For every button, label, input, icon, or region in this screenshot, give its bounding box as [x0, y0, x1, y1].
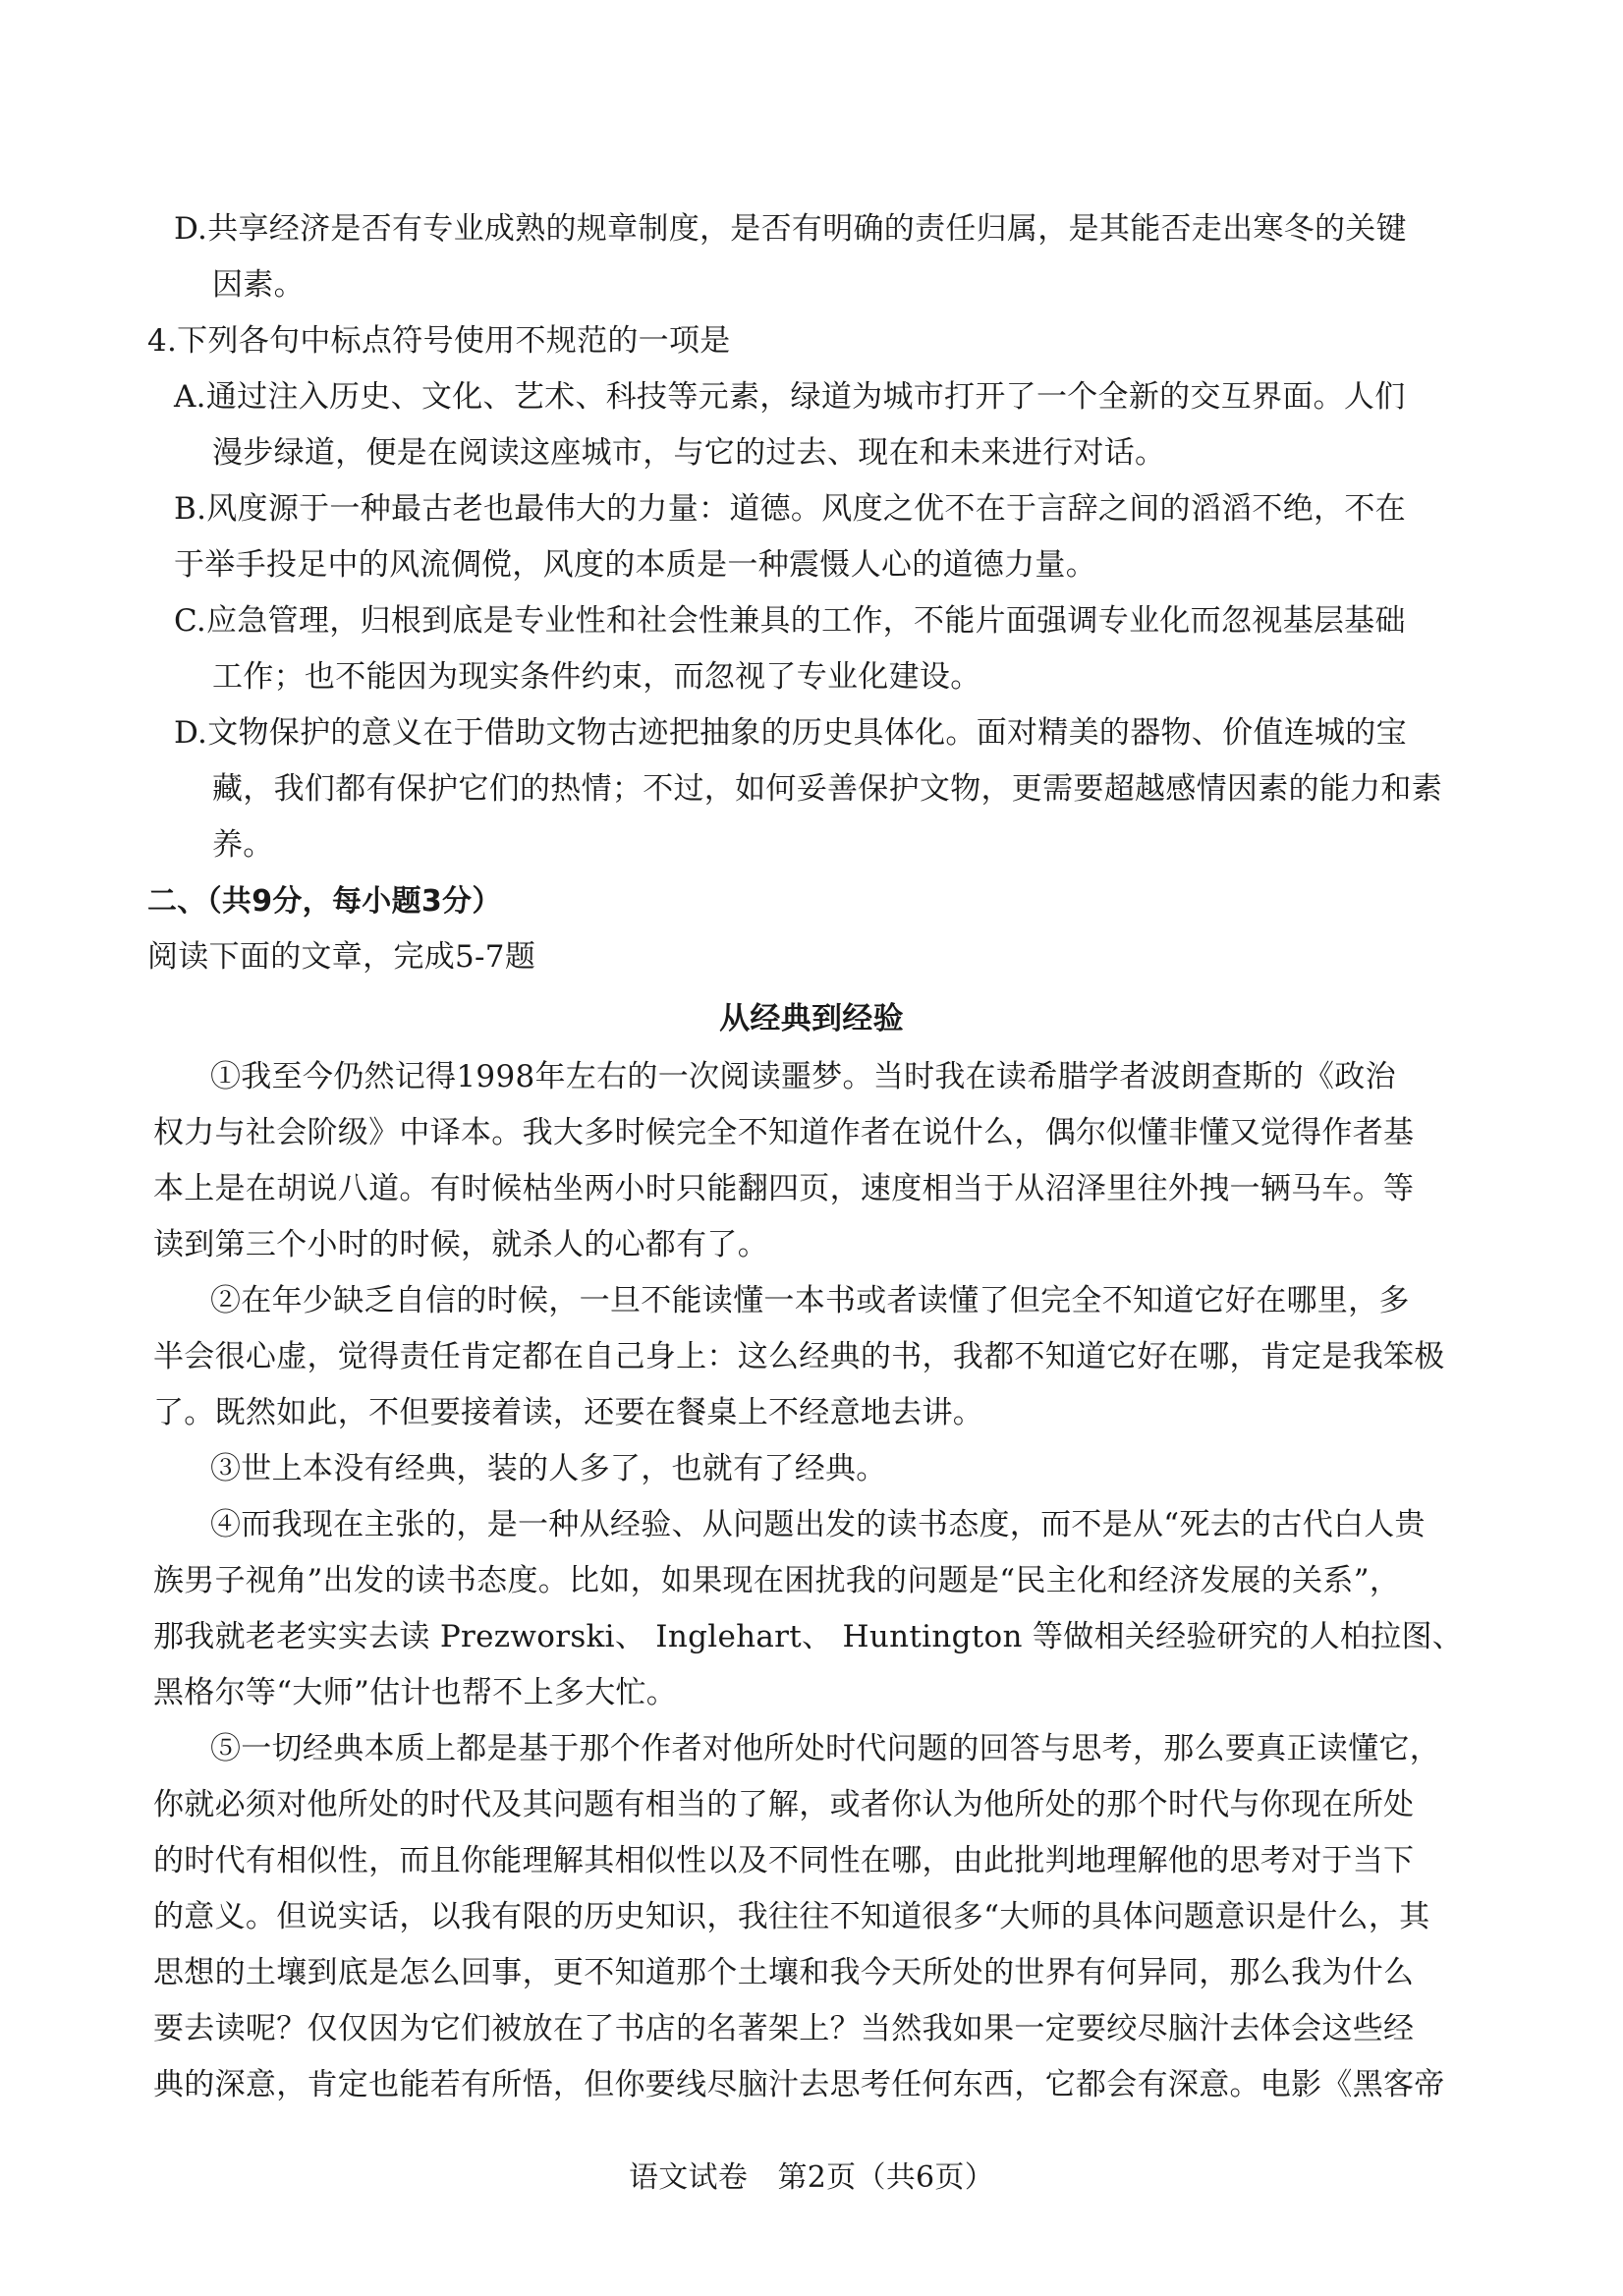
text-line: 的意义。但说实话，以我有限的历史知识，我往往不知道很多“大师的具体问题意识是什么，其: [153, 1899, 1430, 1934]
q4-option-b: [147, 481, 1476, 593]
text-line: 思想的土壤到底是怎么回事，更不知道那个土壤和我今天所处的世界有何异同，那么我为什么: [153, 1955, 1415, 1990]
q3-option-d: [147, 201, 1476, 313]
text-line: 工作；也不能因为现实条件约束，而忽视了专业化建设。: [212, 659, 981, 695]
text-line: 那我就老老实实去读 Prezworski、 Inglehart、 Huntington 等做相关经验研究的人柏拉图、: [153, 1619, 1464, 1654]
section-instruction: 阅读下面的文章，完成5-7题: [147, 939, 536, 975]
text-line: D.文物保护的意义在于借助文物古迹把抽象的历史具体化。面对精美的器物、价值连城的宝: [174, 715, 1407, 751]
text-line: 了。既然如此，不但要接着读，还要在餐桌上不经意地去讲。: [153, 1395, 984, 1430]
text-line: 藏，我们都有保护它们的热情；不过，如何妥善保护文物，更需要超越感情因素的能力和素: [212, 771, 1442, 807]
text-line: ⑤一切经典本质上都是基于那个作者对他所处时代问题的回答与思考，那么要真正读懂它，: [210, 1731, 1440, 1766]
text-line: 权力与社会阶级》中译本。我大多时候完全不知道作者在说什么，偶尔似懂非懂又觉得作者基: [153, 1115, 1415, 1150]
text-line: ④而我现在主张的，是一种从经验、从问题出发的读书态度，而不是从“死去的古代白人贵: [210, 1507, 1426, 1542]
paragraph-5: [147, 1721, 1476, 2113]
text-line: 养。: [212, 827, 274, 863]
section-heading: 二、（共9分，每小题3分）: [147, 884, 502, 919]
text-line: 漫步绿道，便是在阅读这座城市，与它的过去、现在和未来进行对话。: [212, 435, 1166, 471]
page-footer: 语文试卷 第2页（共6页）: [628, 2160, 995, 2195]
text-line: 你就必须对他所处的时代及其问题有相当的了解，或者你认为他所处的那个时代与你现在所处: [153, 1787, 1415, 1822]
article-title: 从经典到经验: [719, 1001, 904, 1036]
text-line: 半会很心虚，觉得责任肯定都在自己身上：这么经典的书，我都不知道它好在哪，肯定是我笨极: [153, 1339, 1445, 1374]
text-line: 因素。: [212, 267, 305, 303]
text-line: 要去读呢？仅仅因为它们被放在了书店的名著架上？当然我如果一定要绞尽脑汁去体会这些经: [153, 2011, 1415, 2046]
text-line: D.共享经济是否有专业成熟的规章制度，是否有明确的责任归属，是其能否走出寒冬的关键: [174, 211, 1407, 247]
paragraph-2: [147, 1273, 1476, 1441]
paragraph-1: [147, 1049, 1476, 1273]
text-line: ①我至今仍然记得1998年左右的一次阅读噩梦。当时我在读希腊学者波朗查斯的《政治: [210, 1059, 1396, 1094]
q4-option-c: [147, 593, 1476, 705]
question-stem: 4.下列各句中标点符号使用不规范的一项是: [147, 323, 731, 359]
text-line: A.通过注入历史、文化、艺术、科技等元素，绿道为城市打开了一个全新的交互界面。人们: [174, 379, 1406, 415]
text-line: 的时代有相似性，而且你能理解其相似性以及不同性在哪，由此批判地理解他的思考对于当下: [153, 1843, 1415, 1878]
paragraph-3: [147, 1441, 1476, 1497]
paragraph-4: [147, 1497, 1476, 1721]
text-line: B.风度源于一种最古老也最伟大的力量：道德。风度之优不在于言辞之间的滔滔不绝，不在: [174, 491, 1406, 527]
text-line: 黑格尔等“大师”估计也帮不上多大忙。: [153, 1675, 678, 1710]
text-line: 本上是在胡说八道。有时候枯坐两小时只能翻四页，速度相当于从沼泽里往外拽一辆马车。等: [153, 1171, 1415, 1206]
q4-option-a: [147, 369, 1476, 481]
text-line: 典的深意，肯定也能若有所悟，但你要线尽脑汁去思考任何东西，它都会有深意。电影《黑客帝: [153, 2067, 1445, 2102]
text-line: C.应急管理，归根到底是专业性和社会性兼具的工作，不能片面强调专业化而忽视基层基础: [174, 603, 1406, 639]
text-line: 于举手投足中的风流倜傥，风度的本质是一种震慑人心的道德力量。: [174, 547, 1096, 583]
text-line: 族男子视角”出发的读书态度。比如，如果现在困扰我的问题是“民主化和经济发展的关系”，: [153, 1563, 1401, 1598]
text-line: ②在年少缺乏自信的时候，一旦不能读懂一本书或者读懂了但完全不知道它好在哪里，多: [210, 1283, 1410, 1318]
q4-option-d: [147, 705, 1476, 873]
text-line: 读到第三个小时的时候，就杀人的心都有了。: [153, 1227, 768, 1262]
text-line: ③世上本没有经典，装的人多了，也就有了经典。: [210, 1451, 887, 1486]
article-body: [147, 1049, 1476, 2113]
question-4: [147, 313, 1476, 873]
